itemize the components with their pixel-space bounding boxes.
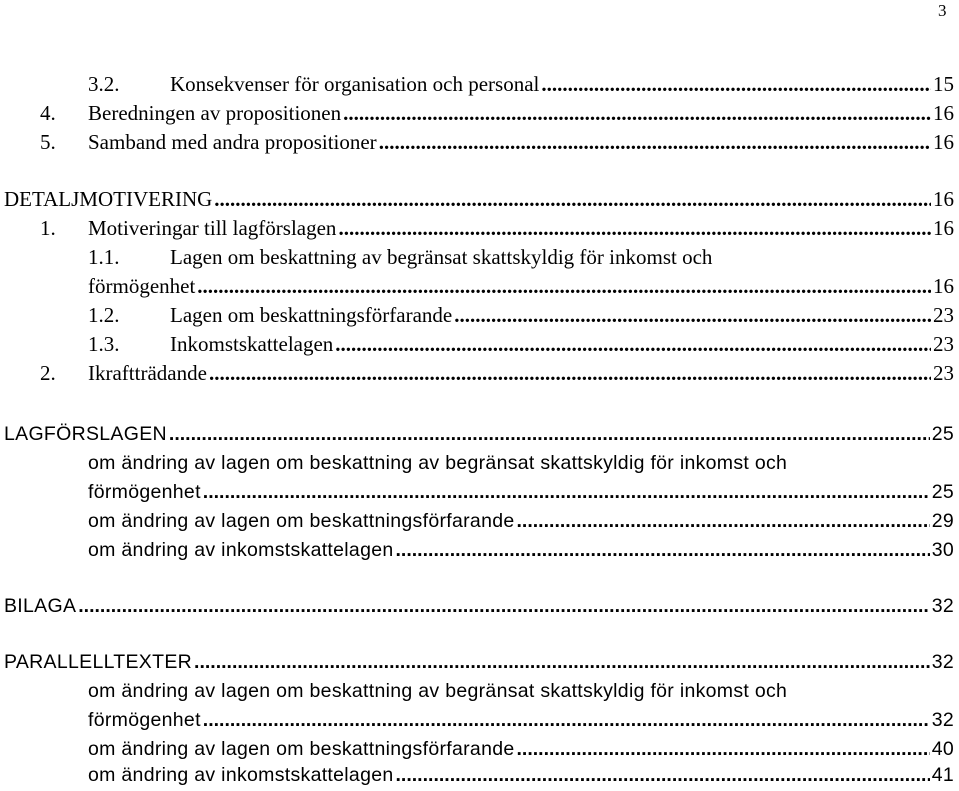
toc-entry-title: PARALLELLTEXTER — [4, 651, 193, 673]
toc-entry-number: 4. — [40, 101, 56, 125]
leader-dots — [169, 420, 930, 449]
leader-dots — [396, 761, 930, 790]
toc-entry — [88, 330, 954, 359]
toc-entry — [40, 128, 954, 157]
toc-entry-page: 29 — [931, 510, 954, 532]
toc-entry — [88, 301, 954, 330]
toc-entry-title: LAGFÖRSLAGEN — [4, 423, 167, 445]
toc-entry-page: 16 — [933, 274, 954, 298]
toc-entry — [40, 359, 954, 388]
leader-dots — [194, 648, 930, 677]
toc-entry-page: 15 — [933, 72, 954, 96]
toc-entry-continuation — [88, 272, 954, 301]
toc-entry — [88, 735, 954, 764]
leader-dots — [209, 359, 931, 388]
toc-entry-page: 41 — [931, 764, 954, 786]
toc-entry-continuation — [88, 706, 954, 735]
toc-entry — [88, 761, 954, 790]
toc-entry-continuation — [88, 478, 954, 507]
toc-entry-title: BILAGA — [4, 595, 77, 617]
toc-entry-page: 16 — [933, 130, 954, 154]
toc-entry-title: Konsekvenser för organisation och personal — [170, 72, 540, 96]
toc-entry-title: Motiveringar till lagförslagen — [88, 216, 337, 240]
leader-dots — [454, 301, 931, 330]
page-number: 3 — [938, 1, 947, 20]
toc-entry-title: Beredningen av propositionen — [88, 101, 342, 125]
toc-entry-page: 23 — [933, 332, 954, 356]
toc-entry-title: om ändring av lagen om beskattningsförfarande — [88, 738, 515, 760]
toc-entry-number: 1.3. — [88, 332, 120, 356]
toc-entry-page: 23 — [933, 303, 954, 327]
leader-dots — [78, 592, 929, 621]
toc-entry-title: om ändring av lagen om beskattning av begränsat skattskyldig för inkomst och — [88, 452, 788, 474]
toc-entry-number: 3.2. — [88, 72, 120, 96]
toc-entry-page: 32 — [931, 595, 954, 617]
leader-dots — [197, 272, 931, 301]
leader-dots — [517, 507, 930, 536]
leader-dots — [214, 185, 931, 214]
toc-entry-title: om ändring av inkomstskattelagen — [88, 539, 394, 561]
leader-dots — [343, 99, 931, 128]
toc-entry-title: Samband med andra propositioner — [88, 130, 377, 154]
leader-dots — [203, 478, 930, 507]
leader-dots — [203, 706, 930, 735]
toc-entry-title: om ändring av inkomstskattelagen — [88, 764, 394, 786]
toc-entry-title: DETALJMOTIVERING — [4, 187, 213, 211]
toc-entry-title: om ändring av lagen om beskattning av begränsat skattskyldig för inkomst och — [88, 680, 788, 702]
toc-section-heading — [4, 592, 954, 621]
leader-dots — [396, 536, 930, 565]
toc-section-heading — [4, 185, 954, 214]
toc-entry-title: Lagen om beskattning av begränsat skattskyldig för inkomst och — [170, 245, 713, 269]
toc-entry — [88, 70, 954, 99]
toc-entry — [88, 677, 954, 706]
toc-entry-title: Lagen om beskattningsförfarande — [170, 303, 453, 327]
toc-entry — [40, 214, 954, 243]
toc-entry-number: 1.1. — [88, 245, 120, 269]
toc-entry-page: 23 — [933, 361, 954, 385]
leader-dots — [338, 214, 931, 243]
toc-entry-page: 16 — [933, 101, 954, 125]
toc-section-heading — [4, 648, 954, 677]
toc-entry-page: 25 — [931, 423, 954, 445]
toc-entry-title: Ikraftträdande — [88, 361, 207, 385]
toc-entry — [88, 449, 954, 478]
leader-dots — [541, 70, 931, 99]
toc-entry-number: 5. — [40, 130, 56, 154]
toc-entry-number: 2. — [40, 361, 56, 385]
toc-entry-page: 30 — [931, 539, 954, 561]
toc-entry — [40, 99, 954, 128]
toc-entry-page: 32 — [931, 651, 954, 673]
toc-entry-title: förmögenhet — [88, 709, 201, 731]
toc-entry — [88, 507, 954, 536]
leader-dots — [335, 330, 931, 359]
toc-entry-number: 1. — [40, 216, 56, 240]
toc-entry — [88, 243, 954, 272]
toc-entry-page: 40 — [931, 738, 954, 760]
leader-dots — [517, 735, 930, 764]
toc-entry-number: 1.2. — [88, 303, 120, 327]
leader-dots — [379, 128, 931, 157]
toc-entry-page: 32 — [931, 709, 954, 731]
toc-entry — [88, 536, 954, 565]
toc-entry-title: Inkomstskattelagen — [170, 332, 334, 356]
toc-entry-page: 16 — [933, 187, 954, 211]
toc-entry-title: förmögenhet — [88, 481, 201, 503]
toc-section-heading — [4, 420, 954, 449]
toc-entry-title: om ändring av lagen om beskattningsförfarande — [88, 510, 515, 532]
toc-entry-title: förmögenhet — [88, 274, 196, 298]
toc-entry-page: 16 — [933, 216, 954, 240]
toc-entry-page: 25 — [931, 481, 954, 503]
